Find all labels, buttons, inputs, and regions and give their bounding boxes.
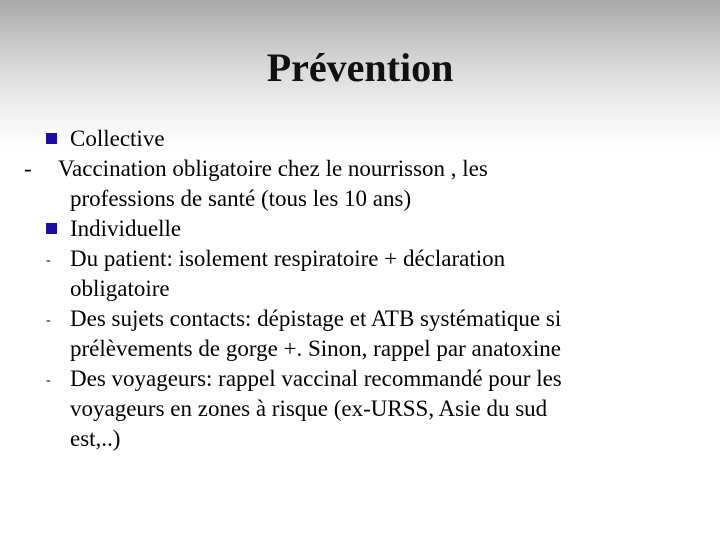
dash-bullet-icon: - <box>46 373 51 388</box>
dash-bullet-icon: - <box>46 253 51 268</box>
bullet-item-vaccination <box>24 154 686 214</box>
slide-content <box>24 124 686 454</box>
bullet-text: Vaccination obligatoire chez le nourrisson , les <box>58 156 488 181</box>
square-bullet-icon <box>46 133 57 144</box>
bullet-item-individuelle <box>36 214 686 244</box>
bullet-text: Des sujets contacts: dépistage et ATB systématique si <box>70 306 562 331</box>
square-bullet-icon <box>46 223 57 234</box>
bullet-text: Individuelle <box>70 216 182 241</box>
bullet-text: professions de santé (tous les 10 ans) <box>70 186 412 211</box>
bullet-text: obligatoire <box>70 276 170 301</box>
bullet-text: Des voyageurs: rappel vaccinal recommandé pour les <box>70 366 562 391</box>
bullet-item-collective <box>36 124 686 154</box>
bullet-item-contacts <box>36 304 686 364</box>
bullet-text: prélèvements de gorge +. Sinon, rappel par anatoxine <box>70 336 561 361</box>
bullet-text: voyageurs en zones à risque (ex-URSS, Asie du sud <box>70 396 548 421</box>
bullet-item-voyageurs <box>36 364 686 454</box>
bullet-item-patient <box>36 244 686 304</box>
slide-title: Prévention <box>266 45 454 90</box>
bullet-text: Collective <box>70 126 165 151</box>
bullet-text: est,..) <box>70 426 121 451</box>
dash-bullet-icon: - <box>46 313 51 328</box>
bullet-text: Du patient: isolement respiratoire + déclaration <box>70 246 506 271</box>
dash-bullet-icon: - <box>24 156 32 181</box>
